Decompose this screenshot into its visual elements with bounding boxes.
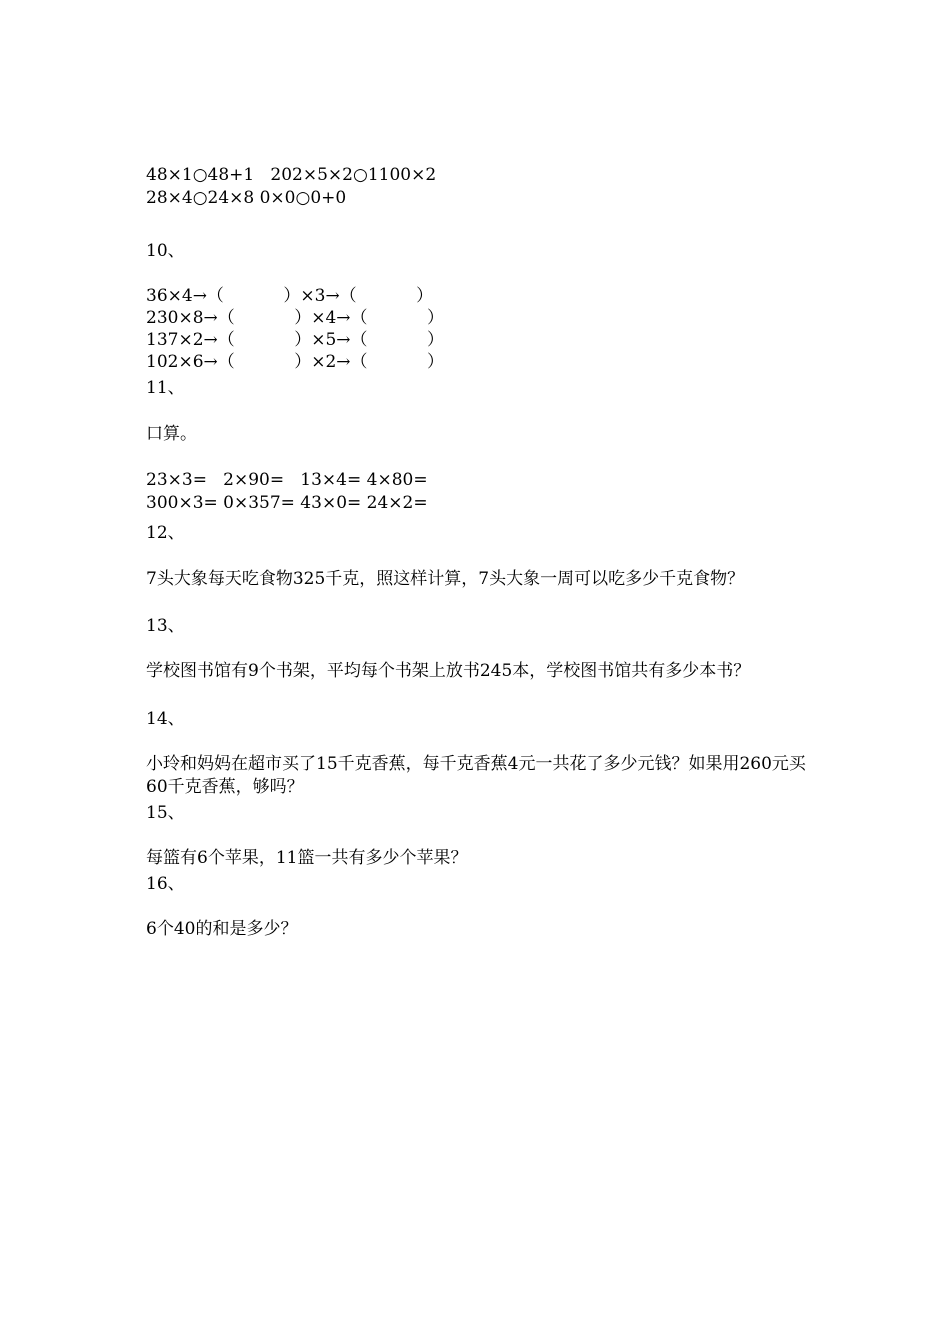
question-15-text: 每篮有6个苹果，11篮一共有多少个苹果？ (146, 848, 468, 868)
question-number-16: 16、 (146, 874, 185, 894)
question-number-10: 10、 (146, 241, 185, 261)
question-14-text: 小玲和妈妈在超市买了15千克香蕉，每千克香蕉4元一共花了多少元钱？如果用260元买60千克香蕉，够吗？ (146, 754, 806, 797)
question-number-12: 12、 (146, 523, 185, 543)
mental-math-title: 口算。 (146, 424, 197, 444)
chain-row-4: 102×6→（ ）×2→（ ） (146, 352, 444, 372)
chain-row-1: 36×4→（ ）×3→（ ） (146, 286, 434, 306)
compare-row-1: 48×1○48+1 202×5×2○1100×2 (146, 165, 437, 185)
mental-math-row-1: 23×3= 2×90= 13×4= 4×80= (146, 470, 428, 490)
mental-math-row-2: 300×3= 0×357= 43×0= 24×2= (146, 493, 428, 513)
compare-row-2: 28×4○24×8 0×0○0+0 (146, 188, 347, 208)
question-number-11: 11、 (146, 378, 185, 398)
question-number-14: 14、 (146, 709, 185, 729)
question-number-15: 15、 (146, 803, 185, 823)
question-number-13: 13、 (146, 616, 185, 636)
chain-row-2: 230×8→（ ）×4→（ ） (146, 308, 444, 328)
question-16-text: 6个40的和是多少？ (146, 919, 298, 939)
chain-row-3: 137×2→（ ）×5→（ ） (146, 330, 444, 350)
question-12-text: 7头大象每天吃食物325千克，照这样计算，7头大象一周可以吃多少千克食物？ (146, 569, 745, 589)
question-13-text: 学校图书馆有9个书架，平均每个书架上放书245本，学校图书馆共有多少本书？ (146, 661, 751, 681)
